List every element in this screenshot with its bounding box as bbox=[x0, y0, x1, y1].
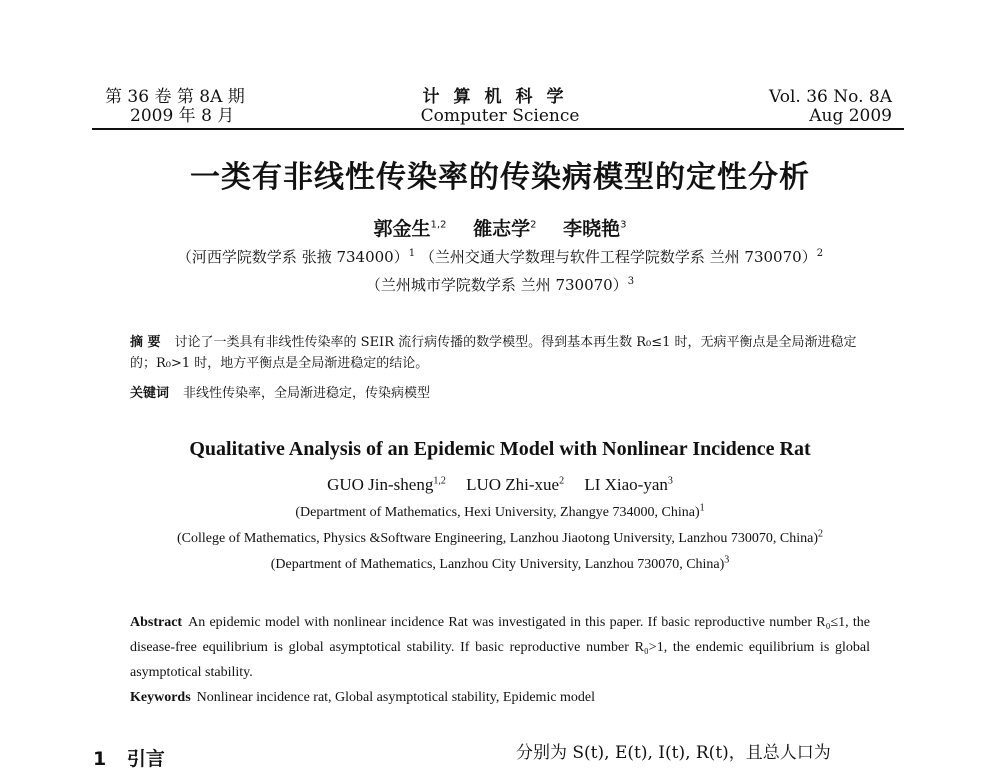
author-cn: 李晓艳$^3$ bbox=[563, 218, 627, 240]
right-column-text: 分别为 S(t), E(t), I(t), R(t)，且总人口为 bbox=[516, 743, 831, 763]
author-en: LI Xiao-yan$^3$ bbox=[584, 475, 673, 494]
section-number: 1 bbox=[93, 748, 107, 770]
affiliation-en-1: (Department of Mathematics, Hexi University, Zhangye 734000, China)$^1$ bbox=[295, 502, 705, 520]
keywords-en-text: Nonlinear incidence rat, Global asymptotical stability, Epidemic model bbox=[196, 690, 596, 705]
abstract-en-label: Abstract bbox=[130, 615, 183, 630]
author-cn: 雒志学$^2$ bbox=[473, 218, 537, 240]
keywords-cn bbox=[130, 383, 870, 404]
paper-title-en: Qualitative Analysis of an Epidemic Model with Nonlinear Incidence Rat bbox=[189, 438, 811, 460]
authors-cn bbox=[0, 214, 1000, 241]
publication-date-cn: 2009 年 8 月 bbox=[130, 106, 235, 126]
affiliations-cn-line2: （兰州城市学院数学系 兰州 730070）$^3$ bbox=[365, 276, 635, 294]
author-en: LUO Zhi-xue$^2$ bbox=[466, 475, 565, 494]
keywords-en-label: Keywords bbox=[130, 690, 191, 705]
author-cn: 郭金生$^{1,2}$ bbox=[373, 218, 447, 240]
volume-issue: 第 36 卷 第 8A 期 bbox=[105, 87, 245, 107]
journal-name-en: Computer Science bbox=[420, 106, 580, 126]
keywords-en bbox=[130, 685, 870, 710]
affiliation-en-2: (College of Mathematics, Physics &Software Engineering, Lanzhou Jiaotong University, Lanzhou 730070, China)$^2$ bbox=[176, 528, 823, 546]
keywords-cn-text: 非线性传染率，全局渐进稳定，传染病模型 bbox=[183, 386, 431, 401]
abstract-cn-text: 讨论了一类具有非线性传染率的 SEIR 流行病传播的数学模型。得到基本再生数 R₀≤1 时，无病平衡点是全局渐进稳定的；R₀>1 时，地方平衡点是全局渐进稳定的结论。 bbox=[130, 335, 857, 371]
author-en: GUO Jin-sheng$^{1,2}$ bbox=[327, 475, 446, 494]
affiliation-en-3: (Department of Mathematics, Lanzhou City University, Lanzhou 730070, China)$^3$ bbox=[270, 554, 730, 572]
paper-title-cn: 一类有非线性传染率的传染病模型的定性分析 bbox=[190, 160, 810, 195]
abstract-en bbox=[130, 610, 870, 685]
abstract-cn-label: 摘 要 bbox=[130, 335, 161, 350]
authors-en bbox=[0, 475, 1000, 495]
section-title: 引言 bbox=[126, 748, 165, 770]
section-heading bbox=[93, 744, 165, 771]
abstract-en-text: An epidemic model with nonlinear incidence Rat was investigated in this paper. If basic reproductive number R₀≤1, the disease-free equilibrium is global asymptotical stability. If basic reproductive number R₀>1, the endemic equilibrium is global asymptotical stability. bbox=[130, 615, 870, 680]
volume-issue-en: Vol. 36 No. 8A bbox=[769, 87, 892, 107]
journal-name-cn: 计算机科学 bbox=[422, 87, 578, 107]
keywords-cn-label: 关键词 bbox=[130, 386, 170, 401]
publication-date-en: Aug 2009 bbox=[809, 106, 892, 126]
header-rule bbox=[92, 128, 904, 130]
journal-volume-info-en bbox=[769, 88, 892, 126]
abstract-cn bbox=[130, 332, 870, 374]
affiliations-cn-line1: （河西学院数学系 张掖 734000）$^1$ （兰州交通大学数理与软件工程学院数学系 兰州 730070）$^2$ bbox=[176, 248, 824, 266]
